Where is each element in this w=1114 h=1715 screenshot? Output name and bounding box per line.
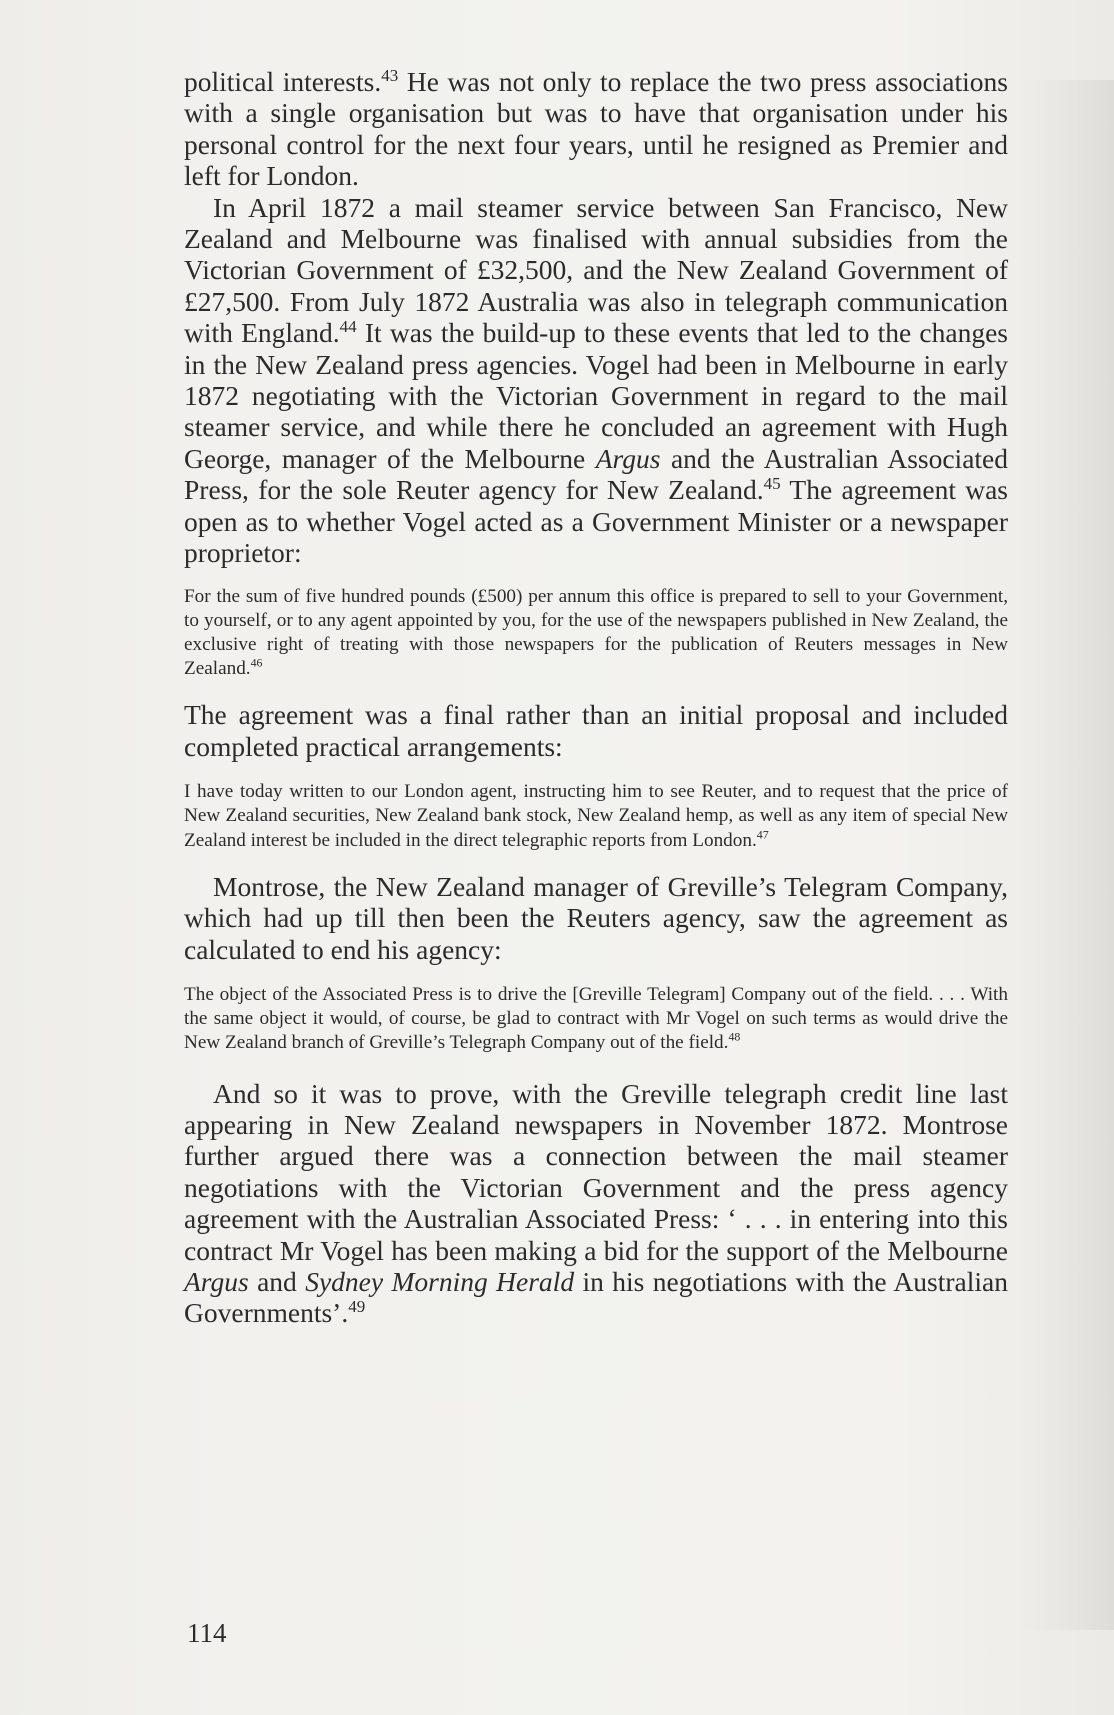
text-run: I have today written to our London agent, instructing him to see Reuter, and to request that the price of New Zealand securities, New Zealand bank stock, New Zealand hemp, as well as any item of special New Zealand interest be included in the direct telegraphic reports from London. xyxy=(184,781,1008,851)
paragraph-1 xyxy=(184,66,1008,192)
text-run: For the sum of five hundred pounds (£500) per annum this office is prepared to sell to your Government, to yourself, or to any agent appointed by you, for the use of the newspapers published in New Zealand, the exclusive right of treating with those newspapers for the publication of Reuters messages in New Zealand. xyxy=(184,585,1008,680)
footnote-ref-49: 49 xyxy=(348,1297,366,1317)
footnote-ref-45: 45 xyxy=(763,474,781,494)
body-text xyxy=(184,66,1008,1329)
show-through-shadow xyxy=(1020,80,1114,1630)
text-run: It was the build-up to these events that led to the changes in the New Zealand press agencies. Vogel had been in Melbourne in early 1872 negotiating with the Victorian Government in regard to the mail steamer service, and while there he concluded an agreement with Hugh George, manager of the Melbourne xyxy=(184,317,1008,474)
italic-title-argus: Argus xyxy=(595,442,661,474)
text-run: The object of the Associated Press is to drive the [Greville Telegram] Company out of the field. . . . With the same object it would, of course, be glad to contract with Mr Vogel on such terms as would drive the New Zealand branch of Greville’s Telegraph Company out of the field. xyxy=(184,983,1008,1054)
paragraph-2 xyxy=(184,192,1008,569)
text-run: He was not only to replace the two press associations with a single organisation but was to have that organisation under his personal control for the next four years, until he resigned as Premier and left for London. xyxy=(184,66,1008,192)
paragraph-5 xyxy=(184,1078,1008,1329)
footnote-ref-46: 46 xyxy=(250,655,263,670)
text-run: And so it was to prove, with the Greville telegraph credit line last appearing in New Zealand newspapers in November 1872. Montrose further argued there was a connection between the mail steamer negotiations with the Victorian Government and the press agency agreement with the Australian Associated Press: ‘ . . . in entering into this contract Mr Vogel has been making a bid for the support of the Melbourne xyxy=(184,1077,1008,1266)
block-quote-3 xyxy=(184,983,1008,1056)
footnote-ref-43: 43 xyxy=(381,65,399,85)
text-run: Montrose, the New Zealand manager of Greville’s Telegram Company, which had up till then been the Reuters agency, saw the agreement as calculated to end his agency: xyxy=(184,870,1008,965)
footnote-ref-47: 47 xyxy=(756,827,769,842)
footnote-ref-48: 48 xyxy=(728,1029,741,1044)
footnote-ref-44: 44 xyxy=(339,317,357,337)
paragraph-4 xyxy=(184,871,1008,965)
text-run: and the Australian Associated Press, for the sole Reuter agency for New Zealand. xyxy=(184,442,1009,506)
text-run: and xyxy=(248,1266,306,1297)
text-run: political interests. xyxy=(184,66,382,97)
italic-title-smh: Sydney Morning Herald xyxy=(305,1266,575,1297)
text-run: The agreement was a final rather than an initial proposal and included completed practical arrangements: xyxy=(184,699,1008,762)
block-quote-2 xyxy=(184,780,1008,853)
page-number: 114 xyxy=(187,1618,227,1648)
italic-title-argus: Argus xyxy=(184,1266,249,1297)
text-run: In April 1872 a mail steamer service between San Francisco, New Zealand and Melbourne was finalised with annual subsidies from the Victorian Government of £32,500, and the New Zealand Government of £27,500. From July 1872 Australia was also in telegraph communication with England. xyxy=(184,191,1008,349)
text-run: in his negotiations with the Australian Governments’. xyxy=(184,1266,1008,1329)
text-run: The agreement was open as to whether Vogel acted as a Government Minister or a newspaper proprietor: xyxy=(184,474,1008,569)
paragraph-3 xyxy=(184,699,1008,762)
block-quote-1 xyxy=(184,585,1008,682)
